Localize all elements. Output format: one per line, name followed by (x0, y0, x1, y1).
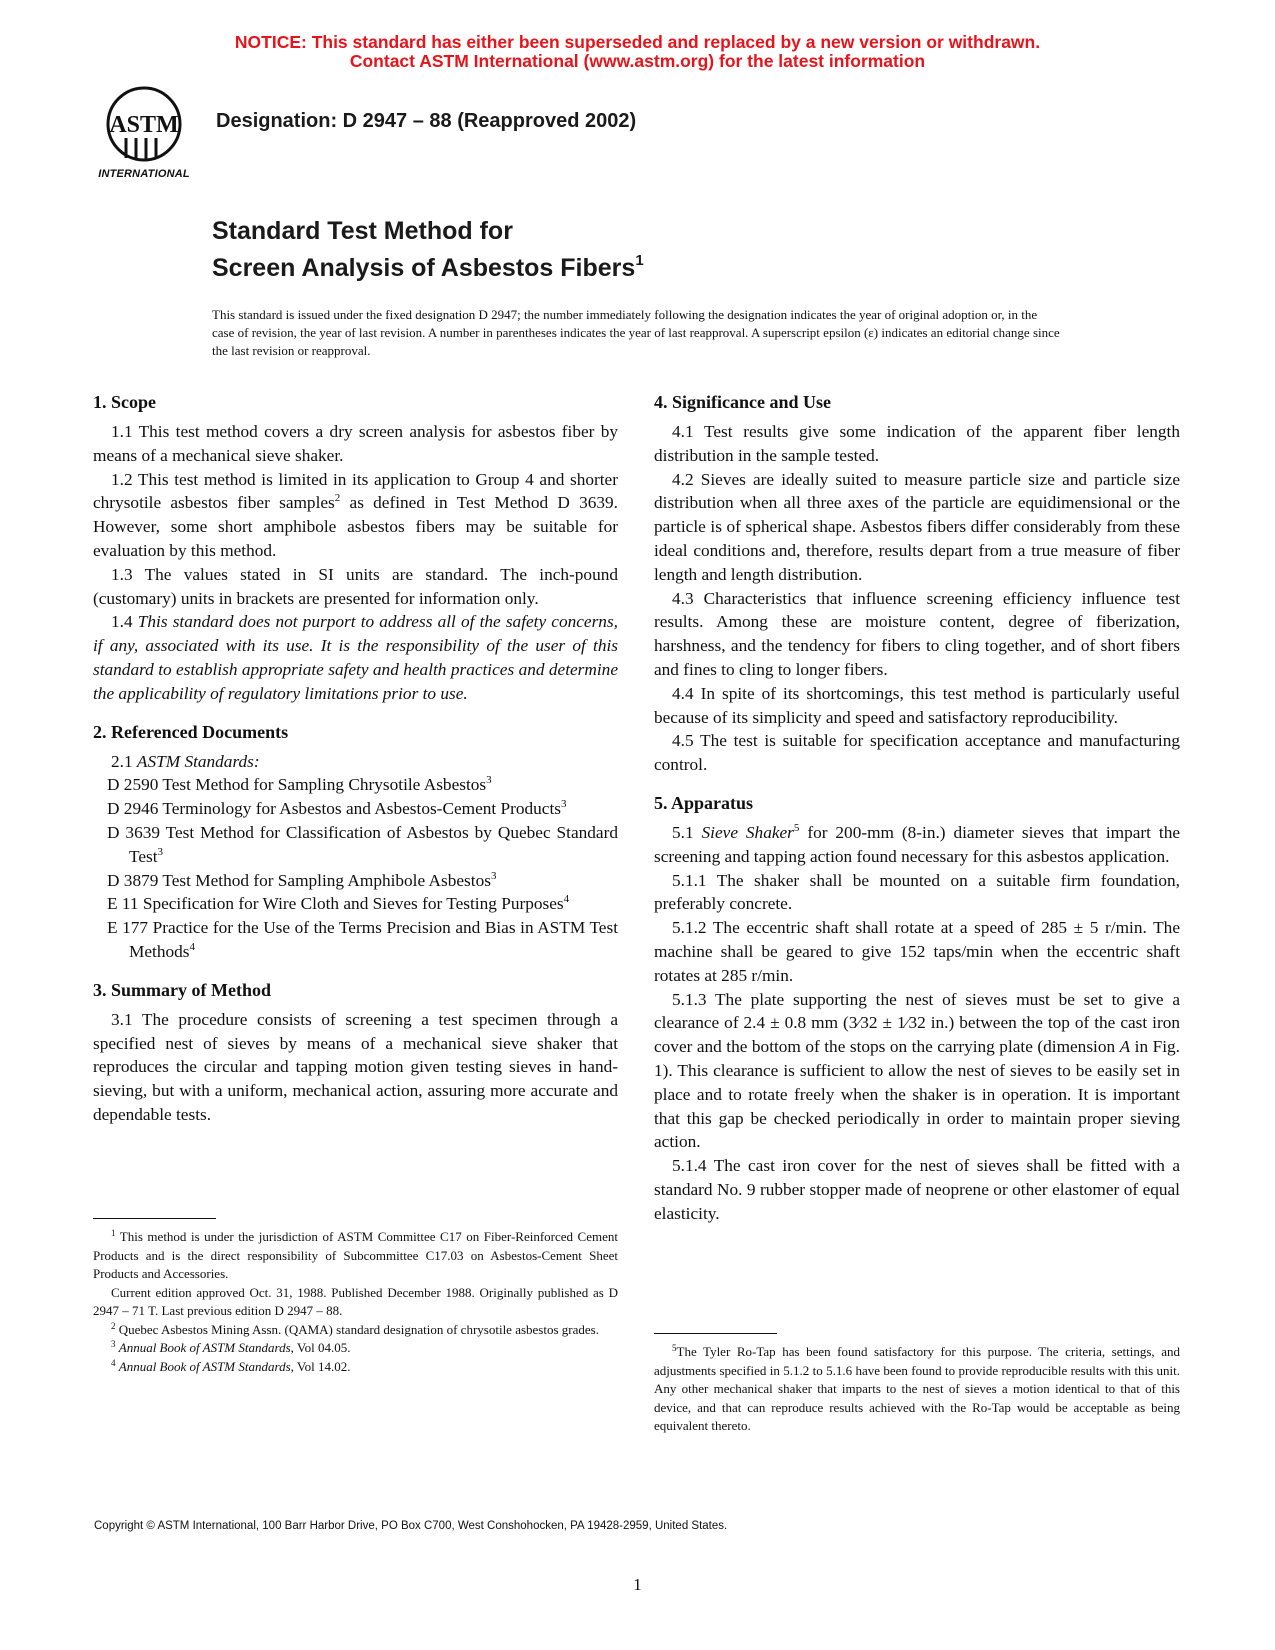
paragraph-4-3: 4.3 Characteristics that influence screening efficiency influence test results. Among these are moisture content, degree of fiberization, harshness, and the tendency for fibers to cling together, and of short fibers and fines to cling to longer fibers. (654, 588, 1180, 679)
issuance-statement: This standard is issued under the fixed designation D 2947; the number immediately following the designation indicates the year of original adoption or, in the case of revision, the year of last revision. A number in parentheses indicates the year of last reapproval. A superscript epsilon (ε) indicates an editorial change since the last revision or reapproval. (212, 307, 1060, 358)
page-number: 1 (633, 1575, 642, 1594)
left-column (93, 390, 618, 1141)
paragraph-1-3: 1.3 The values stated in SI units are standard. The inch-pound (customary) units in brackets are presented for information only. (93, 564, 618, 608)
footnotes-right (654, 1343, 1180, 1436)
footnote-rule-right (654, 1333, 777, 1334)
paragraph-5-1-1: 5.1.1 The shaker shall be mounted on a suitable firm foundation, preferably concrete. (654, 870, 1180, 914)
reference-item: E 177 Practice for the Use of the Terms Precision and Bias in ASTM Test Methods$^4$ (107, 918, 618, 961)
title-line-1: Standard Test Method for (212, 217, 513, 245)
paragraph-5-1-3: 5.1.3 The plate supporting the nest of sieves must be set to give a clearance of 2.4 ± 0.8 mm (3⁄32 ± 1⁄32 in.) between the top of the cast iron cover and the bottom of the stops on the carrying plate (dimension A in Fig. 1). This clearance is sufficient to allow the nest of sieves to be easily set in place and to rotate freely when the shaker is in operation. It is important that this gap be checked periodically in order to maintain proper sieving action. (654, 989, 1180, 1152)
paragraph-4-2: 4.2 Sieves are ideally suited to measure particle size and particle size distribution when all three axes of the particle are equidimensional or the particle is of spherical shape. Asbestos fibers differ considerably from these ideal conditions and, therefore, results depart from a true measure of fiber length and length distribution. (654, 469, 1180, 584)
logo-international-text: INTERNATIONAL (98, 168, 190, 180)
section-heading: 2. Referenced Documents (93, 721, 289, 742)
paragraph-5-1: 5.1 Sieve Shaker$^5$ for 200-mm (8-in.) diameter sieves that impart the screening and tapping action found necessary for this asbestos application. (654, 821, 1181, 866)
reference-item: D 2946 Terminology for Asbestos and Asbestos-Cement Products$^3$ (107, 798, 567, 819)
section-significance (654, 390, 1180, 777)
paragraph-5-1-2: 5.1.2 The eccentric shaft shall rotate at a speed of 285 ± 5 r/min. The machine shall be geared to give 152 taps/min when the eccentric shaft rotates at 285 r/min. (654, 918, 1180, 985)
notice-line-2: Contact ASTM International (www.astm.org) for the latest information (349, 51, 926, 71)
footnote-3: $^3$ Annual Book of ASTM Standards, Vol 04.05. (111, 1339, 351, 1355)
footnote-rule-left (93, 1218, 216, 1219)
paragraph-4-5: 4.5 The test is suitable for specification acceptance and manufacturing control. (654, 731, 1180, 775)
paragraph-1-4: 1.4 This standard does not purport to address all of the safety concerns, if any, associated with its use. It is the responsibility of the user of this standard to establish appropriate safety and health practices and determine the applicability of regulatory limitations prior to use. (93, 612, 618, 703)
reference-item: E 11 Specification for Wire Cloth and Sieves for Testing Purposes$^4$ (107, 893, 570, 914)
astm-logo (88, 82, 200, 182)
section-referenced-documents (93, 720, 618, 964)
section-heading: 3. Summary of Method (93, 979, 271, 1000)
footnote-1: $^1$ This method is under the jurisdiction of ASTM Committee C17 on Fiber-Reinforced Cement Products and is the direct responsibility of Subcommittee C17.03 on Asbestos-Cement Sheet Products and Accessories. (93, 1228, 618, 1281)
section-heading: 4. Significance and Use (654, 392, 832, 412)
reference-item: D 3639 Test Method for Classification of Asbestos by Quebec Standard Test$^3$ (107, 822, 618, 866)
footnote-2: $^2$ Quebec Asbestos Mining Assn. (QAMA) standard designation of chrysotile asbestos grades. (111, 1320, 599, 1337)
section-apparatus (654, 791, 1180, 1226)
paragraph-4-1: 4.1 Test results give some indication of the apparent fiber length distribution in the sample tested. (654, 422, 1180, 465)
paragraph-4-4: 4.4 In spite of its shortcomings, this test method is particularly useful because of its simplicity and speed and satisfactory reproducibility. (654, 683, 1180, 727)
section-heading: 5. Apparatus (654, 792, 754, 813)
reference-item: D 3879 Test Method for Sampling Amphibole Asbestos$^3$ (107, 869, 497, 890)
footnotes-left (93, 1228, 618, 1376)
footnote-1-continued: Current edition approved Oct. 31, 1988. Published December 1988. Originally published as D 2947 – 71 T. Last previous edition D 2947 – 88. (93, 1284, 618, 1318)
paragraph-2-1: 2.1 ASTM Standards: (111, 751, 260, 771)
title-line-2: Screen Analysis of Asbestos Fibers$^1$ (212, 252, 644, 282)
section-heading: 1. Scope (93, 392, 156, 412)
notice-line-1: NOTICE: This standard has either been superseded and replaced by a new version or withdrawn. (234, 32, 1041, 52)
supersession-notice (0, 33, 1275, 71)
designation: Designation: D 2947 – 88 (Reapproved 2002) (216, 110, 637, 132)
section-summary (93, 978, 618, 1127)
astm-logo-icon (96, 82, 192, 166)
svg-text:ASTM: ASTM (109, 112, 179, 138)
footnote-4: $^4$ Annual Book of ASTM Standards, Vol 14.02. (111, 1357, 351, 1374)
footnote-5: $^5$The Tyler Ro-Tap has been found satisfactory for this purpose. The criteria, settings, and adjustments specified in 5.1.2 to 5.1.6 have been found to provide reproducible results with this unit. Any other mechanical shaker that imparts to the nest of sieves a motion identical to that of this device, and that can reproduce results achieved with the Ro-Tap would be acceptable as being equivalent thereto. (654, 1343, 1180, 1433)
reference-item: D 2590 Test Method for Sampling Chrysotile Asbestos$^3$ (107, 774, 492, 795)
right-column (654, 390, 1180, 1240)
paragraph-1-1: 1.1 This test method covers a dry screen analysis for asbestos fiber by means of a mechanical sieve shaker. (93, 422, 618, 465)
section-scope (93, 390, 618, 706)
paragraph-5-1-4: 5.1.4 The cast iron cover for the nest of sieves shall be fitted with a standard No. 9 rubber stopper made of neoprene or other elastomer of equal elasticity. (654, 1156, 1180, 1223)
paragraph-3-1: 3.1 The procedure consists of screening a test specimen through a specified nest of sieves by means of a mechanical sieve shaker that reproduces the circular and tapping motion given testing sieves in hand-sieving, but with a uniform, mechanical action, assuring more accurate and dependable tests. (93, 1009, 618, 1124)
paragraph-1-2: 1.2 This test method is limited in its application to Group 4 and shorter chrysotile asbestos fiber samples$^2$ as defined in Test Method D 3639. However, some short amphibole asbestos fibers may be suitable for evaluation by this method. (93, 469, 618, 560)
title-footnote-ref: 1 (635, 252, 644, 269)
copyright-line: Copyright © ASTM International, 100 Barr Harbor Drive, PO Box C700, West Conshohocken, PA 19428-2959, United States. (94, 1520, 728, 1532)
document-title (212, 216, 644, 283)
